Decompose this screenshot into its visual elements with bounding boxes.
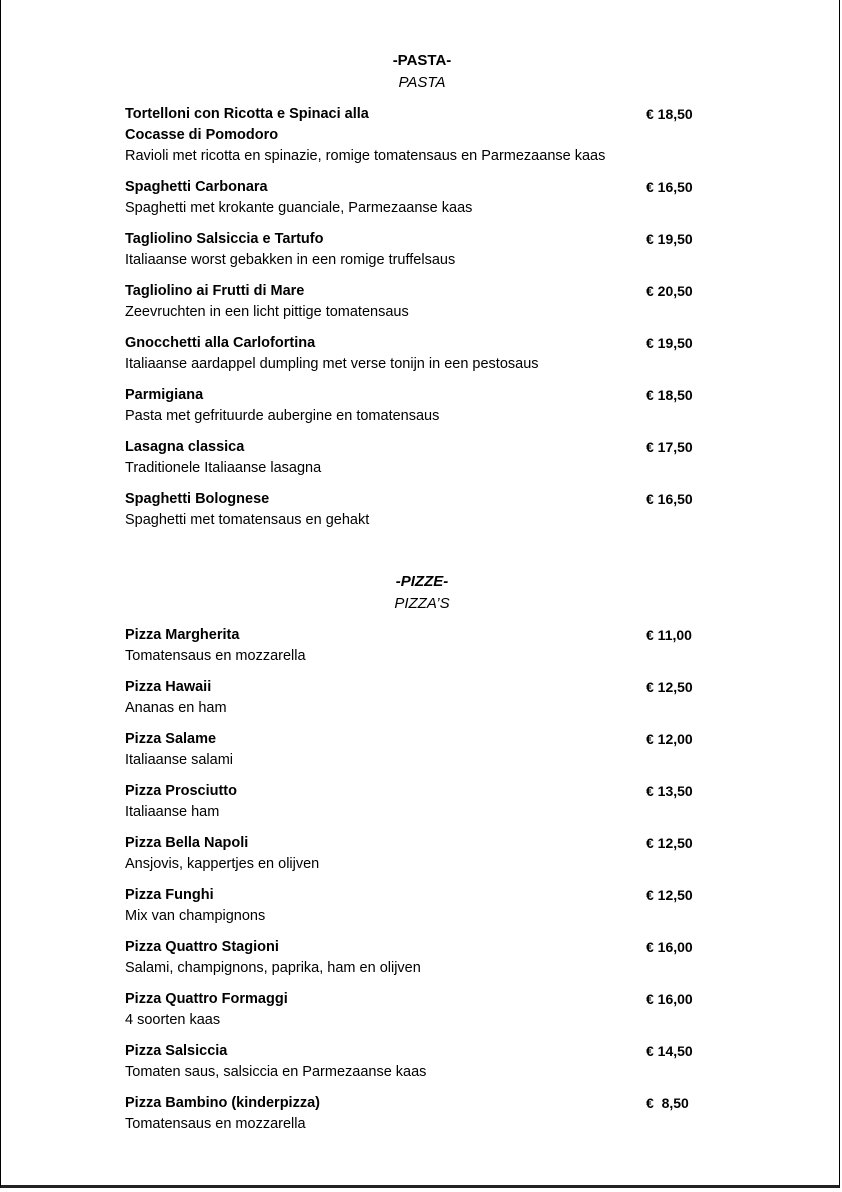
menu-item-name: Gnocchetti alla Carlofortina <box>125 335 316 351</box>
menu-item <box>125 1093 705 1135</box>
menu-item-description: Ravioli met ricotta en spinazie, romige tomatensaus en Parmezaanse kaas <box>125 148 606 164</box>
menu-item-name: Pizza Margherita <box>125 627 240 643</box>
menu-item-description: Tomatensaus en mozzarella <box>125 1116 306 1132</box>
menu-item-name: Tagliolino Salsiccia e Tartufo <box>125 231 324 247</box>
menu-item <box>125 104 705 167</box>
menu-item-price: € 12,50 <box>646 887 693 903</box>
menu-item <box>125 437 705 479</box>
menu-item <box>125 281 705 323</box>
menu-item-description: Salami, champignons, paprika, ham en olijven <box>125 960 421 976</box>
menu-item-name: Pizza Bambino (kinderpizza) <box>125 1095 320 1111</box>
menu-item <box>125 229 705 271</box>
pasta-items <box>125 104 705 531</box>
menu-item-name: Pizza Salame <box>125 731 217 747</box>
menu-item-description: Spaghetti met tomatensaus en gehakt <box>125 512 370 528</box>
menu-item-name: Pizza Salsiccia <box>125 1043 228 1059</box>
menu-item-price: € 16,00 <box>646 991 693 1007</box>
section-subtitle: PIZZA’S <box>394 595 450 612</box>
pasta-header <box>125 50 719 94</box>
menu-item-price: € 18,50 <box>646 106 693 122</box>
menu-item-price: € 16,00 <box>646 939 693 955</box>
menu-item-description: Tomaten saus, salsiccia en Parmezaanse kaas <box>125 1064 427 1080</box>
menu-item-description: Italiaanse salami <box>125 752 233 768</box>
menu-item <box>125 177 705 219</box>
pizze-header <box>125 571 719 615</box>
menu-item <box>125 625 705 667</box>
menu-item-price: € 11,00 <box>646 627 692 643</box>
menu-item-description: 4 soorten kaas <box>125 1012 221 1028</box>
menu-item-name: Pizza Bella Napoli <box>125 835 249 851</box>
menu-item <box>125 937 705 979</box>
menu-item-price: € 12,50 <box>646 835 693 851</box>
menu-item <box>125 677 705 719</box>
menu-item-name: Pizza Quattro Stagioni <box>125 939 279 955</box>
menu-item-price: € 8,50 <box>646 1095 689 1111</box>
menu-item <box>125 333 705 375</box>
pizze-items <box>125 625 705 1135</box>
menu-item-price: € 19,50 <box>646 335 693 351</box>
menu-item <box>125 1041 705 1083</box>
menu-item-price: € 12,00 <box>646 731 693 747</box>
menu-item-description: Italiaanse worst gebakken in een romige truffelsaus <box>125 252 456 268</box>
menu-item-name: Spaghetti Bolognese <box>125 491 270 507</box>
menu-item-name: Parmigiana <box>125 387 204 403</box>
menu-item-price: € 17,50 <box>646 439 693 455</box>
menu-item <box>125 989 705 1031</box>
menu-item-name: Tortelloni con Ricotta e Spinaci alla Cocasse di Pomodoro <box>125 106 369 143</box>
pasta-section <box>125 50 705 541</box>
menu-item-name: Spaghetti Carbonara <box>125 179 268 195</box>
menu-item <box>125 885 705 927</box>
menu-item-name: Tagliolino ai Frutti di Mare <box>125 283 305 299</box>
menu-item-price: € 16,50 <box>646 491 693 507</box>
menu-item <box>125 489 705 531</box>
section-title: -PASTA- <box>392 52 452 69</box>
menu-item-name: Pizza Funghi <box>125 887 214 903</box>
menu-item-name: Pizza Hawaii <box>125 679 212 695</box>
menu-item-description: Zeevruchten in een licht pittige tomatensaus <box>125 304 409 320</box>
menu-item-description: Traditionele Italiaanse lasagna <box>125 460 322 476</box>
menu-item <box>125 385 705 427</box>
menu-item-description: Italiaanse aardappel dumpling met verse tonijn in een pestosaus <box>125 356 539 372</box>
section-title: -PIZZE- <box>395 573 449 590</box>
menu-item-description: Tomatensaus en mozzarella <box>125 648 306 664</box>
menu-item-name: Pizza Prosciutto <box>125 783 237 799</box>
menu-item-price: € 13,50 <box>646 783 693 799</box>
section-subtitle: PASTA <box>398 74 446 91</box>
menu-item <box>125 729 705 771</box>
menu-item-description: Pasta met gefrituurde aubergine en tomatensaus <box>125 408 440 424</box>
menu-item-price: € 12,50 <box>646 679 693 695</box>
menu-item-name: Lasagna classica <box>125 439 245 455</box>
menu-item-price: € 19,50 <box>646 231 693 247</box>
menu-item <box>125 781 705 823</box>
menu-item-description: Mix van champignons <box>125 908 266 924</box>
menu-item-name: Pizza Quattro Formaggi <box>125 991 288 1007</box>
menu-item-description: Spaghetti met krokante guanciale, Parmezaanse kaas <box>125 200 473 216</box>
menu-item-price: € 16,50 <box>646 179 693 195</box>
menu-item-description: Ananas en ham <box>125 700 227 716</box>
menu-item-price: € 14,50 <box>646 1043 693 1059</box>
menu-item-price: € 18,50 <box>646 387 693 403</box>
pizze-section <box>125 571 705 1145</box>
menu-item-description: Italiaanse ham <box>125 804 220 820</box>
menu-item <box>125 833 705 875</box>
menu-item-price: € 20,50 <box>646 283 693 299</box>
menu-item-description: Ansjovis, kappertjes en olijven <box>125 856 320 872</box>
